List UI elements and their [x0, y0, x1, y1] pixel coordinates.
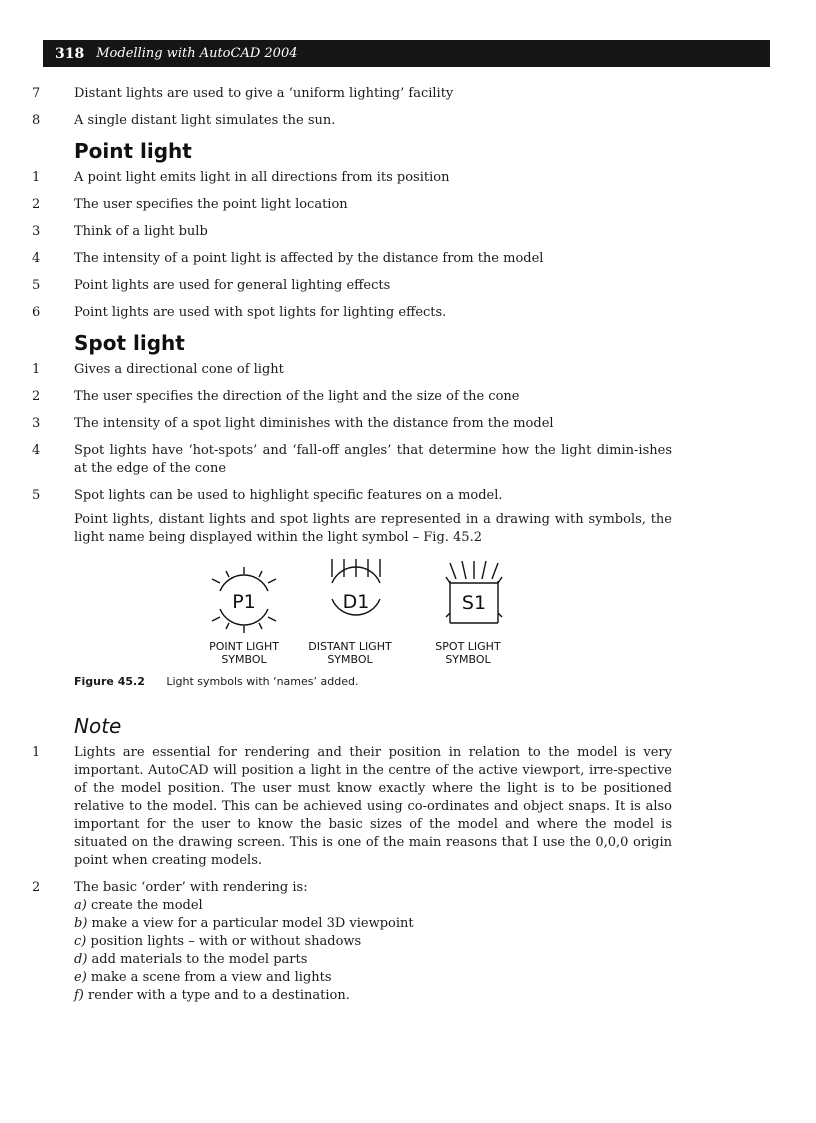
- light-symbols-diagram: [32, 553, 552, 675]
- item-number: 1: [32, 745, 41, 760]
- item-text: Think of a light bulb: [74, 224, 208, 239]
- list-item: [32, 112, 672, 130]
- point-light-label-2: SYMBOL: [221, 653, 267, 666]
- step-text: make a scene from a view and lights: [90, 970, 332, 985]
- list-item: [32, 304, 672, 322]
- page-content: [32, 85, 672, 1014]
- item-number: 1: [32, 362, 41, 377]
- step-text: create the model: [90, 898, 203, 913]
- item-number: 1: [32, 170, 41, 185]
- list-item: [32, 169, 672, 187]
- item-text: Spot lights have ‘hot-spots’ and ‘fall-off angles’ that determine how the light dimin-ishes at the edge of the cone: [74, 443, 672, 476]
- step-text: add materials to the model parts: [91, 952, 308, 967]
- item-text: Lights are essential for rendering and their position in relation to the model is very important. AutoCAD will position a light in the centre of the active viewport, irre-spective of the model position. The user must know exactly where the light is to be positioned relative to the model. This can be achieved using co-ordinates and object snaps. It is also important for the user to know the basic sizes of the model and where the model is situated on the drawing screen. This is one of the main reasons that I use the 0,0,0 origin point when creating models.: [74, 745, 672, 868]
- list-item: [32, 744, 672, 870]
- spot-light-name: S1: [461, 592, 487, 614]
- render-steps-list: [74, 897, 672, 1005]
- step-letter: c): [74, 934, 87, 949]
- list-item: [32, 388, 672, 406]
- step-letter: a): [74, 898, 87, 913]
- item-number: 5: [32, 278, 41, 293]
- section-heading-note: Note: [74, 714, 122, 738]
- item-text: Point lights are used with spot lights for lighting effects.: [74, 305, 447, 320]
- item-text: Point lights are used for general lighting effects: [74, 278, 391, 293]
- item-number: 7: [32, 86, 41, 101]
- step-letter: f): [74, 988, 84, 1003]
- item-number: 2: [32, 880, 41, 895]
- item-number: 2: [32, 197, 41, 212]
- item-number: 4: [32, 443, 41, 458]
- list-item: [32, 879, 672, 1005]
- list-item: [32, 415, 672, 433]
- item-number: 5: [32, 488, 41, 503]
- list-item: [74, 915, 672, 933]
- list-item: [32, 196, 672, 214]
- item-text: The intensity of a spot light diminishes with the distance from the model: [74, 416, 554, 431]
- step-text: position lights – with or without shadows: [90, 934, 362, 949]
- item-number: 4: [32, 251, 41, 266]
- figure-caption: [74, 675, 672, 688]
- page-number: 318: [55, 45, 85, 62]
- step-letter: d): [74, 952, 88, 967]
- step-letter: b): [74, 916, 88, 931]
- list-item: [74, 897, 672, 915]
- figure-caption-label: Figure 45.2: [74, 675, 145, 688]
- point-light-name: P1: [232, 591, 256, 613]
- list-item: [32, 223, 672, 241]
- spot-light-label: SPOT LIGHT: [435, 640, 501, 653]
- list-item: [74, 969, 672, 987]
- distant-light-label: DISTANT LIGHT: [308, 640, 392, 653]
- item-text: Spot lights can be used to highlight specific features on a model.: [74, 488, 503, 503]
- section-heading-spot-light: Spot light: [74, 331, 185, 355]
- spot-light-label-2: SYMBOL: [445, 653, 491, 666]
- distant-light-label-2: SYMBOL: [327, 653, 373, 666]
- item-text: The user specifies the direction of the light and the size of the cone: [74, 389, 520, 404]
- figure-45-2: [32, 553, 672, 675]
- item-text: A point light emits light in all directions from its position: [74, 170, 450, 185]
- item-text: The user specifies the point light location: [74, 197, 348, 212]
- item-number: 6: [32, 305, 41, 320]
- list-item: [32, 361, 672, 379]
- step-text: render with a type and to a destination.: [88, 988, 350, 1003]
- list-item: [32, 442, 672, 478]
- item-text: Gives a directional cone of light: [74, 362, 284, 377]
- item-number: 3: [32, 416, 41, 431]
- item-text: The intensity of a point light is affected by the distance from the model: [74, 251, 544, 266]
- item-text: Distant lights are used to give a ‘uniform lighting’ facility: [74, 86, 454, 101]
- section-heading-point-light: Point light: [74, 139, 192, 163]
- book-title: Modelling with AutoCAD 2004: [96, 46, 298, 61]
- list-item: [74, 987, 672, 1005]
- figure-intro-paragraph: Point lights, distant lights and spot lights are represented in a drawing with symbols, the light name being displayed within the light symbol – Fig. 45.2: [74, 512, 672, 545]
- step-text: make a view for a particular model 3D viewpoint: [91, 916, 414, 931]
- running-header: [43, 40, 770, 67]
- item-number: 8: [32, 113, 41, 128]
- item-text: A single distant light simulates the sun.: [74, 113, 336, 128]
- list-item: [74, 933, 672, 951]
- list-item: [74, 951, 672, 969]
- list-item: [32, 277, 672, 295]
- list-item: [32, 85, 672, 103]
- item-text: The basic ‘order’ with rendering is:: [74, 880, 308, 895]
- list-item: [32, 250, 672, 268]
- distant-light-name: D1: [342, 591, 370, 613]
- list-item: [32, 487, 672, 505]
- item-number: 2: [32, 389, 41, 404]
- item-number: 3: [32, 224, 41, 239]
- figure-caption-text: Light symbols with ‘names’ added.: [166, 675, 359, 688]
- step-letter: e): [74, 970, 87, 985]
- point-light-label: POINT LIGHT: [209, 640, 279, 653]
- item-body: [74, 879, 672, 1005]
